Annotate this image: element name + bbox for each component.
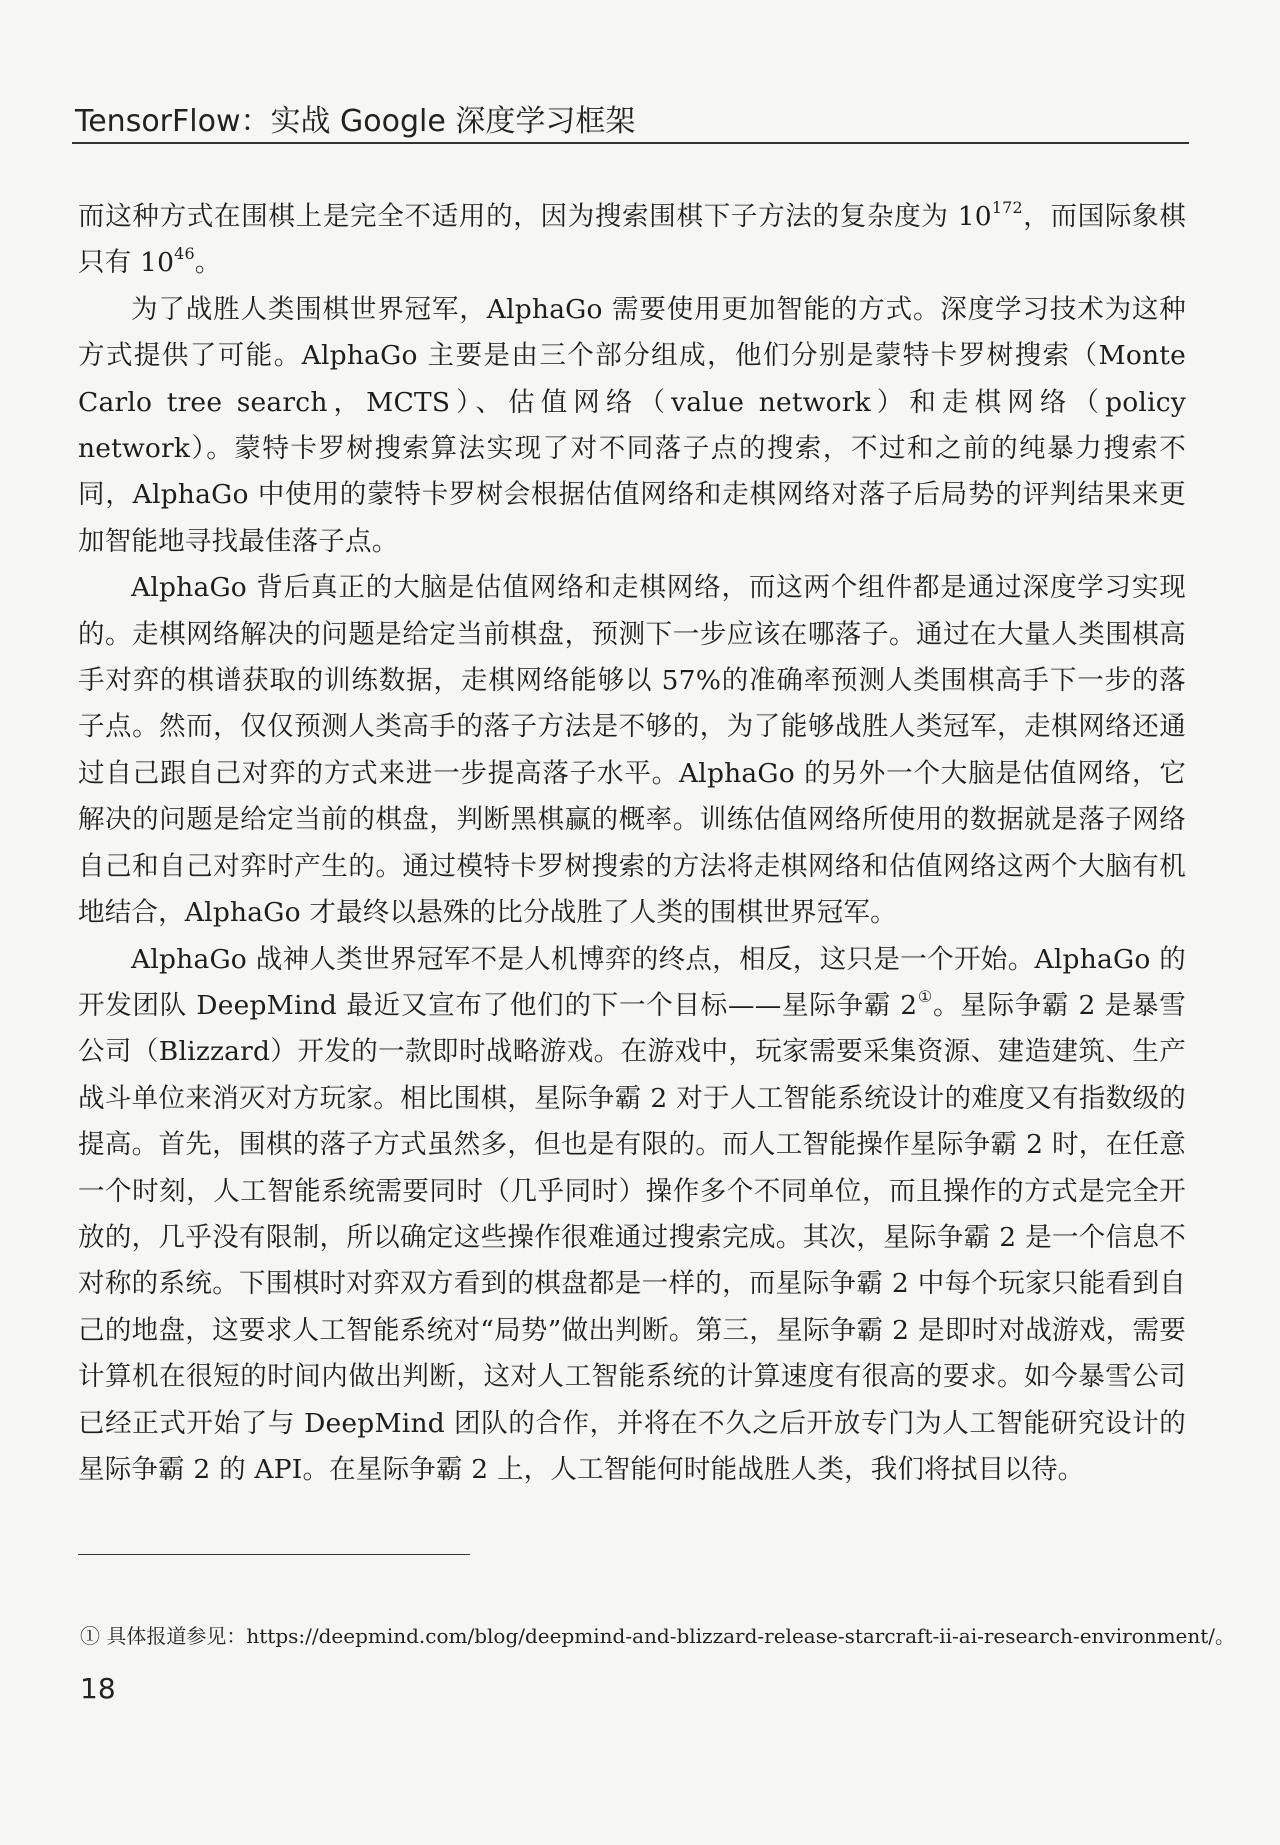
running-header: TensorFlow：实战 Google 深度学习框架	[75, 104, 636, 139]
text-run: AlphaGo 战神人类世界冠军不是人机博弈的终点，相反，这只是一个开始。AlphaGo 的开发团队 DeepMind 最近又宣布了他们的下一个目标——星际争霸 2	[78, 943, 1186, 1021]
text-run: 。	[194, 247, 222, 279]
text-run: 为了战胜人类围棋世界冠军，AlphaGo 需要使用更加智能的方式。深度学习技术为这种方式提供了可能。AlphaGo 主要是由三个部分组成，他们分别是蒙特卡罗树搜索（Monte Carlo tree search，MCTS）、估值网络（value network）和走棋网络（policy network）。蒙特卡罗树搜索算法实现了对不同落子点的搜索，不过和之前的纯暴力搜索不同，AlphaGo 中使用的蒙特卡罗树会根据估值网络和走棋网络对落子后局势的评判结果来更加智能地寻找最佳落子点。	[78, 293, 1186, 557]
text-run: AlphaGo 背后真正的大脑是估值网络和走棋网络，而这两个组件都是通过深度学习实现的。走棋网络解决的问题是给定当前棋盘，预测下一步应该在哪落子。通过在大量人类围棋高手对弈的棋谱获取的训练数据，走棋网络能够以 57%的准确率预测人类围棋高手下一步的落子点。然而，仅仅预测人类高手的落子方法是不够的，为了能够战胜人类冠军，走棋网络还通过自己跟自己对弈的方式来进一步提高落子水平。AlphaGo 的另外一个大脑是估值网络，它解决的问题是给定当前的棋盘，判断黑棋赢的概率。训练估值网络所使用的数据就是落子网络自己和自己对弈时产生的。通过模特卡罗树搜索的方法将走棋网络和估值网络这两个大脑有机地结合，AlphaGo 才最终以悬殊的比分战胜了人类的围棋世界冠军。	[78, 572, 1186, 929]
header-rule	[72, 142, 1189, 144]
superscript: 172	[991, 198, 1023, 218]
paragraph-p1	[78, 194, 1186, 287]
footnote-rule	[78, 1554, 470, 1555]
footnote-text: 具体报道参见：https://deepmind.com/blog/deepmind-and-blizzard-release-starcraft-ii-ai-research-environment/。	[106, 1624, 1236, 1648]
superscript: ①	[917, 986, 933, 1006]
footnote	[80, 1620, 1235, 1649]
body-text	[78, 194, 1186, 1493]
paragraph-p2	[78, 287, 1186, 565]
text-run: 而这种方式在围棋上是完全不适用的，因为搜索围棋下子方法的复杂度为 10	[78, 201, 992, 232]
text-run: ，而国际象棋只有 10	[78, 201, 1186, 279]
footnote-marker: ①	[80, 1624, 100, 1648]
page-number: 18	[80, 1672, 116, 1705]
paragraph-p4	[78, 937, 1186, 1494]
paragraph-p3	[78, 565, 1186, 936]
superscript: 46	[174, 244, 195, 264]
text-run: 。星际争霸 2 是暴雪公司（Blizzard）开发的一款即时战略游戏。在游戏中，玩家需要采集资源、建造建筑、生产战斗单位来消灭对方玩家。相比围棋，星际争霸 2 对于人工智能系统设计的难度又有指数级的提高。首先，围棋的落子方式虽然多，但也是有限的。而人工智能操作星际争霸 2 时，在任意一个时刻，人工智能系统需要同时（几乎同时）操作多个不同单位，而且操作的方式是完全开放的，几乎没有限制，所以确定这些操作很难通过搜索完成。其次，星际争霸 2 是一个信息不对称的系统。下围棋时对弈双方看到的棋盘都是一样的，而星际争霸 2 中每个玩家只能看到自己的地盘，这要求人工智能系统对“局势”做出判断。第三，星际争霸 2 是即时对战游戏，需要计算机在很短的时间内做出判断，这对人工智能系统的计算速度有很高的要求。如今暴雪公司已经正式开始了与 DeepMind 团队的合作，并将在不久之后开放专门为人工智能研究设计的星际争霸 2 的 API。在星际争霸 2 上，人工智能何时能战胜人类，我们将拭目以待。	[78, 989, 1186, 1485]
